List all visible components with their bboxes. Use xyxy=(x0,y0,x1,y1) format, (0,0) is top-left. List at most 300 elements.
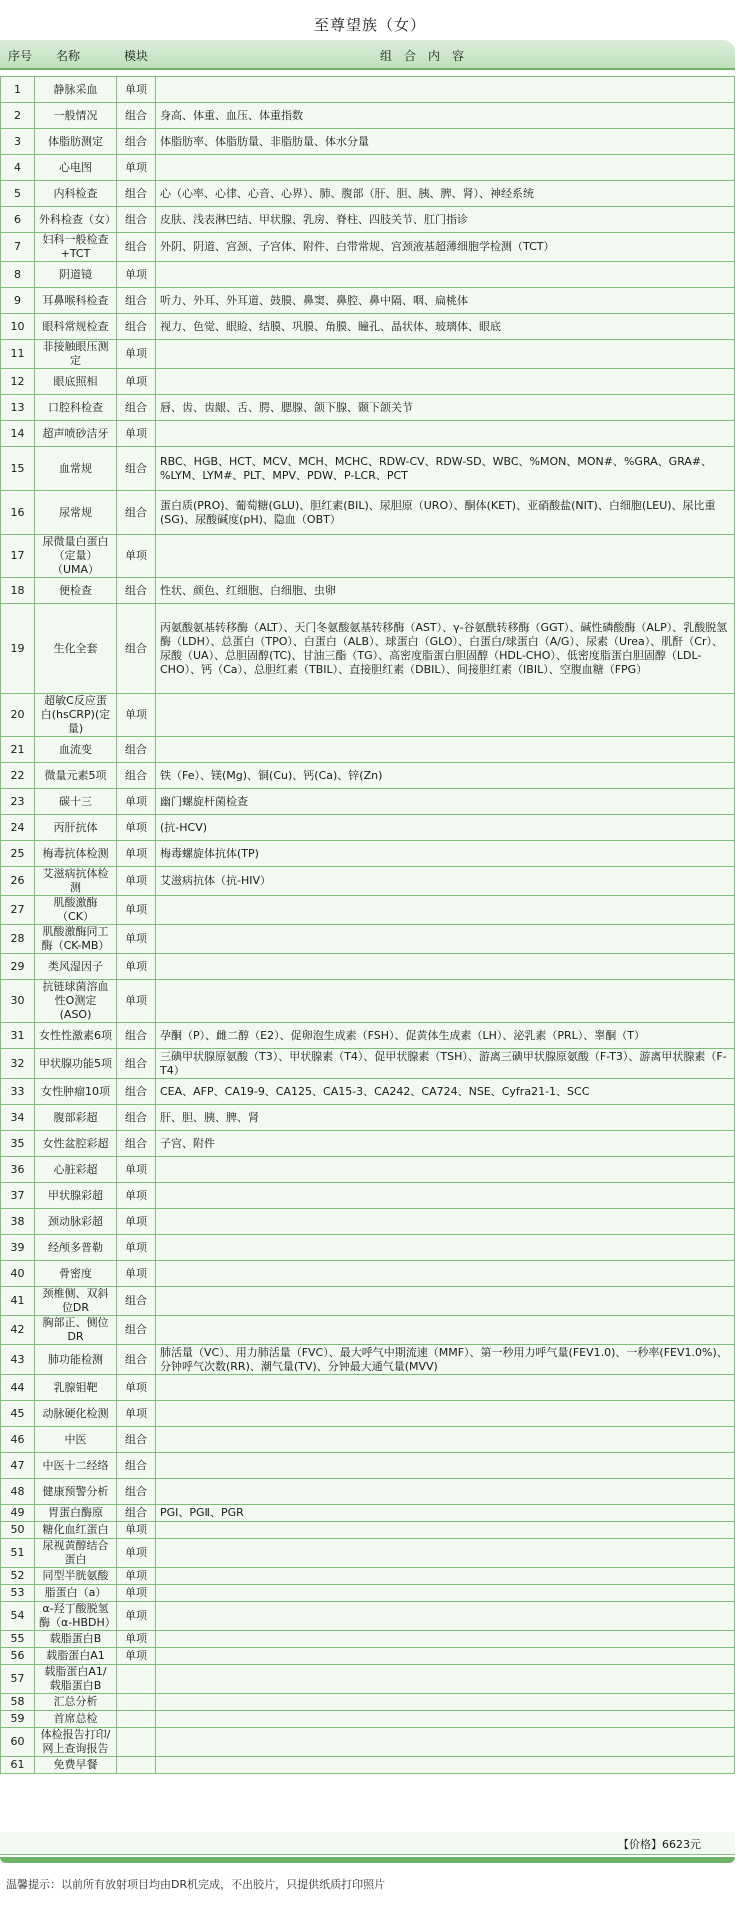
item-content xyxy=(156,535,735,578)
item-name: 尿微量白蛋白（定量）（UMA） xyxy=(35,535,117,578)
item-number: 20 xyxy=(1,694,35,737)
item-name: 经颅多普勒 xyxy=(35,1235,117,1261)
item-name: 血常规 xyxy=(35,447,117,491)
item-name: 心脏彩超 xyxy=(35,1157,117,1183)
item-name: 中医 xyxy=(35,1427,117,1453)
table-row xyxy=(1,491,735,535)
item-module: 单项 xyxy=(117,896,156,925)
item-module: 单项 xyxy=(117,789,156,815)
item-name: 静脉采血 xyxy=(35,77,117,103)
item-number: 54 xyxy=(1,1602,35,1631)
item-content xyxy=(156,1757,735,1774)
item-name: 眼科常规检查 xyxy=(35,314,117,340)
item-name: 阴道镜 xyxy=(35,262,117,288)
item-module: 单项 xyxy=(117,1261,156,1287)
item-name: 抗链球菌溶血性O测定(ASO) xyxy=(35,980,117,1023)
item-module: 组合 xyxy=(117,1345,156,1375)
item-name: 甲状腺彩超 xyxy=(35,1183,117,1209)
table-row xyxy=(1,789,735,815)
item-content: CEA、AFP、CA19-9、CA125、CA15-3、CA242、CA724、NSE、Cyfra21-1、SCC xyxy=(156,1079,735,1105)
item-content: 丙氨酸氨基转移酶（ALT）、天门冬氨酸氨基转移酶（AST）、γ-谷氨酰转移酶（GGT）、碱性磷酸酶（ALP）、乳酸脱氢酶（LDH）、总蛋白（TPO）、白蛋白（ALB）、球蛋白（GLO）、白蛋白/球蛋白（A/G）、尿素（Urea）、肌酐（Cr）、尿酸（UA）、总胆固醇(TC)、甘油三酯（TG）、高密度脂蛋白胆固醇（HDL-CHO）、低密度脂蛋白胆固醇（LDL-CHO）、钙（Ca）、总胆红素（TBIL）、直接胆红素（DBIL）、间接胆红素（IBIL）、空腹血糖（FPG） xyxy=(156,604,735,694)
item-module: 组合 xyxy=(117,1316,156,1345)
item-name: 妇科一般检查+TCT xyxy=(35,233,117,262)
item-number: 43 xyxy=(1,1345,35,1375)
footer-note: 温馨提示：以前所有放射项目均由DR机完成，不出胶片，只提供纸质打印照片 xyxy=(6,1878,386,1891)
item-name: 尿视黄醇结合蛋白 xyxy=(35,1539,117,1568)
item-module: 单项 xyxy=(117,1648,156,1665)
item-name: 骨密度 xyxy=(35,1261,117,1287)
item-number: 10 xyxy=(1,314,35,340)
table-row xyxy=(1,1157,735,1183)
item-content: 皮肤、浅表淋巴结、甲状腺、乳房、脊柱、四肢关节、肛门指诊 xyxy=(156,207,735,233)
item-module: 单项 xyxy=(117,980,156,1023)
item-name: 体检报告打印/网上查询报告 xyxy=(35,1728,117,1757)
item-content xyxy=(156,954,735,980)
item-content xyxy=(156,896,735,925)
item-module: 单项 xyxy=(117,925,156,954)
item-number: 7 xyxy=(1,233,35,262)
item-content xyxy=(156,980,735,1023)
item-content xyxy=(156,1287,735,1316)
price-bar xyxy=(0,1832,735,1855)
item-content: RBC、HGB、HCT、MCV、MCH、MCHC、RDW-CV、RDW-SD、WBC、%MON、MON#、%GRA、GRA#、%LYM、LYM#、PLT、MPV、PDW、P-LCR、PCT xyxy=(156,447,735,491)
table-row xyxy=(1,1505,735,1522)
item-content xyxy=(156,1183,735,1209)
item-module: 组合 xyxy=(117,447,156,491)
item-name: 糖化血红蛋白 xyxy=(35,1522,117,1539)
item-name: 甲状腺功能5项 xyxy=(35,1049,117,1079)
item-number: 47 xyxy=(1,1453,35,1479)
item-module: 单项 xyxy=(117,1375,156,1401)
item-content: 梅毒螺旋体抗体(TP) xyxy=(156,841,735,867)
table-row xyxy=(1,815,735,841)
item-module: 组合 xyxy=(117,207,156,233)
table-row xyxy=(1,1375,735,1401)
item-number: 13 xyxy=(1,395,35,421)
item-content: 视力、色觉、眼睑、结膜、巩膜、角膜、瞳孔、晶状体、玻璃体、眼底 xyxy=(156,314,735,340)
item-module: 组合 xyxy=(117,1453,156,1479)
item-module: 单项 xyxy=(117,535,156,578)
item-module: 组合 xyxy=(117,1479,156,1505)
item-number: 44 xyxy=(1,1375,35,1401)
item-module: 单项 xyxy=(117,1539,156,1568)
item-name: 免费早餐 xyxy=(35,1757,117,1774)
item-module: 单项 xyxy=(117,369,156,395)
item-module: 组合 xyxy=(117,1049,156,1079)
table-row xyxy=(1,867,735,896)
item-name: 动脉硬化检测 xyxy=(35,1401,117,1427)
item-module xyxy=(117,1665,156,1694)
item-number: 29 xyxy=(1,954,35,980)
item-module: 单项 xyxy=(117,1235,156,1261)
item-name: 艾滋病抗体检测 xyxy=(35,867,117,896)
item-module: 单项 xyxy=(117,1631,156,1648)
item-content xyxy=(156,1316,735,1345)
table-row xyxy=(1,980,735,1023)
item-content xyxy=(156,925,735,954)
item-content xyxy=(156,1602,735,1631)
item-content: 肝、胆、胰、脾、肾 xyxy=(156,1105,735,1131)
item-content xyxy=(156,1235,735,1261)
item-name: 超敏C反应蛋白(hsCRP)(定量) xyxy=(35,694,117,737)
item-module: 单项 xyxy=(117,1602,156,1631)
item-number: 6 xyxy=(1,207,35,233)
item-number: 37 xyxy=(1,1183,35,1209)
item-number: 38 xyxy=(1,1209,35,1235)
item-name: 肺功能检测 xyxy=(35,1345,117,1375)
item-module: 组合 xyxy=(117,1105,156,1131)
item-module: 组合 xyxy=(117,491,156,535)
item-content: 三碘甲状腺原氨酸（T3）、甲状腺素（T4）、促甲状腺素（TSH）、游离三碘甲状腺原氨酸（F-T3）、游离甲状腺素（F-T4） xyxy=(156,1049,735,1079)
table-row xyxy=(1,1453,735,1479)
item-module: 组合 xyxy=(117,763,156,789)
item-content: 唇、齿、齿龈、舌、腭、腮腺、颌下腺、颞下颌关节 xyxy=(156,395,735,421)
item-number: 14 xyxy=(1,421,35,447)
item-module xyxy=(117,1757,156,1774)
item-content: PGⅠ、PGⅡ、PGR xyxy=(156,1505,735,1522)
item-module: 单项 xyxy=(117,1568,156,1585)
item-content: 体脂肪率、体脂肪量、非脂肪量、体水分量 xyxy=(156,129,735,155)
table-row xyxy=(1,1131,735,1157)
item-module: 组合 xyxy=(117,1023,156,1049)
item-content xyxy=(156,340,735,369)
item-number: 24 xyxy=(1,815,35,841)
table-row xyxy=(1,578,735,604)
item-content xyxy=(156,1648,735,1665)
item-number: 21 xyxy=(1,737,35,763)
item-name: 一般情况 xyxy=(35,103,117,129)
item-name: 颈动脉彩超 xyxy=(35,1209,117,1235)
table-row xyxy=(1,233,735,262)
item-name: 梅毒抗体检测 xyxy=(35,841,117,867)
item-content: 蛋白质(PRO)、葡萄糖(GLU)、胆红素(BIL)、尿胆原（URO）、酮体(KET)、亚硝酸盐(NIT)、白细胞(LEU)、尿比重(SG)、尿酸碱度(pH)、隐血（OBT） xyxy=(156,491,735,535)
table-row xyxy=(1,1261,735,1287)
item-number: 17 xyxy=(1,535,35,578)
item-number: 9 xyxy=(1,288,35,314)
item-number: 36 xyxy=(1,1157,35,1183)
item-module: 单项 xyxy=(117,155,156,181)
table-row xyxy=(1,1522,735,1539)
item-number: 53 xyxy=(1,1585,35,1602)
item-module: 组合 xyxy=(117,604,156,694)
item-number: 55 xyxy=(1,1631,35,1648)
item-number: 57 xyxy=(1,1665,35,1694)
table-row xyxy=(1,1023,735,1049)
item-number: 59 xyxy=(1,1711,35,1728)
table-row xyxy=(1,1049,735,1079)
item-number: 60 xyxy=(1,1728,35,1757)
table-row xyxy=(1,1631,735,1648)
table-row xyxy=(1,1665,735,1694)
table-row xyxy=(1,447,735,491)
price-value: 6623元 xyxy=(662,1838,701,1851)
table-row xyxy=(1,1479,735,1505)
item-content: 听力、外耳、外耳道、鼓膜、鼻窦、鼻腔、鼻中隔、咽、扁桃体 xyxy=(156,288,735,314)
table-row xyxy=(1,421,735,447)
item-content: 艾滋病抗体（抗-HIV） xyxy=(156,867,735,896)
item-module: 组合 xyxy=(117,578,156,604)
item-content xyxy=(156,1157,735,1183)
item-content: 肺活量（VC）、用力肺活量（FVC）、最大呼气中期流速（MMF）、第一秒用力呼气量(FEV1.0)、一秒率(FEV1.0%)、分钟呼气次数(RR)、潮气量(TV)、分钟最大通气量(MVV) xyxy=(156,1345,735,1375)
item-name: 肌酸激酶同工酶（CK-MB） xyxy=(35,925,117,954)
item-content xyxy=(156,1568,735,1585)
item-number: 12 xyxy=(1,369,35,395)
table-row xyxy=(1,369,735,395)
item-number: 28 xyxy=(1,925,35,954)
item-module: 组合 xyxy=(117,1505,156,1522)
item-number: 46 xyxy=(1,1427,35,1453)
item-module: 单项 xyxy=(117,421,156,447)
table-row xyxy=(1,1287,735,1316)
item-name: 眼底照相 xyxy=(35,369,117,395)
header-name: 名称 xyxy=(56,49,81,63)
item-content: 铁（Fe）、镁(Mg)、铜(Cu)、钙(Ca)、锌(Zn) xyxy=(156,763,735,789)
item-module: 单项 xyxy=(117,867,156,896)
item-name: 颈椎侧、双斜位DR xyxy=(35,1287,117,1316)
table-row xyxy=(1,1602,735,1631)
item-number: 58 xyxy=(1,1694,35,1711)
table-header xyxy=(0,40,735,70)
item-number: 48 xyxy=(1,1479,35,1505)
item-content xyxy=(156,1375,735,1401)
item-number: 8 xyxy=(1,262,35,288)
table-row xyxy=(1,155,735,181)
item-module: 组合 xyxy=(117,1287,156,1316)
item-module: 组合 xyxy=(117,129,156,155)
table-row xyxy=(1,1711,735,1728)
table-row xyxy=(1,1694,735,1711)
item-module: 单项 xyxy=(117,954,156,980)
item-content xyxy=(156,1479,735,1505)
item-content xyxy=(156,1585,735,1602)
item-number: 33 xyxy=(1,1079,35,1105)
item-number: 16 xyxy=(1,491,35,535)
table-row xyxy=(1,604,735,694)
item-name: 乳腺钼靶 xyxy=(35,1375,117,1401)
item-number: 11 xyxy=(1,340,35,369)
page-title: 至尊望族（女） xyxy=(313,16,426,34)
table-row xyxy=(1,1427,735,1453)
item-module: 组合 xyxy=(117,103,156,129)
item-module: 组合 xyxy=(117,1131,156,1157)
item-name: 女性盆腔彩超 xyxy=(35,1131,117,1157)
item-number: 51 xyxy=(1,1539,35,1568)
item-module: 单项 xyxy=(117,1157,156,1183)
item-number: 4 xyxy=(1,155,35,181)
item-content: 孕酮（P）、雌二醇（E2）、促卵泡生成素（FSH）、促黄体生成素（LH）、泌乳素（PRL）、睾酮（T） xyxy=(156,1023,735,1049)
item-name: 中医十二经络 xyxy=(35,1453,117,1479)
table-row xyxy=(1,737,735,763)
item-content xyxy=(156,77,735,103)
item-number: 26 xyxy=(1,867,35,896)
table-row xyxy=(1,1183,735,1209)
item-name: 载脂蛋白B xyxy=(35,1631,117,1648)
item-number: 34 xyxy=(1,1105,35,1131)
item-number: 40 xyxy=(1,1261,35,1287)
item-name: 丙肝抗体 xyxy=(35,815,117,841)
item-content xyxy=(156,694,735,737)
table-row xyxy=(1,1316,735,1345)
item-module: 组合 xyxy=(117,314,156,340)
item-content xyxy=(156,737,735,763)
item-module: 单项 xyxy=(117,841,156,867)
item-name: 肌酸激酶（CK） xyxy=(35,896,117,925)
item-number: 19 xyxy=(1,604,35,694)
item-content xyxy=(156,1711,735,1728)
table-row xyxy=(1,1235,735,1261)
item-number: 5 xyxy=(1,181,35,207)
item-name: 女性性激素6项 xyxy=(35,1023,117,1049)
table-row xyxy=(1,207,735,233)
table-row xyxy=(1,694,735,737)
item-number: 42 xyxy=(1,1316,35,1345)
table-row xyxy=(1,896,735,925)
item-name: 生化全套 xyxy=(35,604,117,694)
item-content xyxy=(156,1539,735,1568)
item-number: 56 xyxy=(1,1648,35,1665)
item-content xyxy=(156,155,735,181)
table-row xyxy=(1,314,735,340)
item-name: 类风湿因子 xyxy=(35,954,117,980)
item-number: 41 xyxy=(1,1287,35,1316)
table-row xyxy=(1,1585,735,1602)
item-content: (抗-HCV) xyxy=(156,815,735,841)
item-content xyxy=(156,262,735,288)
item-content xyxy=(156,1631,735,1648)
item-name: 同型半胱氨酸 xyxy=(35,1568,117,1585)
item-module: 组合 xyxy=(117,1427,156,1453)
item-content xyxy=(156,1401,735,1427)
item-module: 单项 xyxy=(117,1401,156,1427)
item-name: 首席总检 xyxy=(35,1711,117,1728)
items-table xyxy=(0,76,735,1774)
table-row xyxy=(1,1728,735,1757)
bottom-divider xyxy=(0,1857,735,1863)
item-module: 单项 xyxy=(117,340,156,369)
table-row xyxy=(1,535,735,578)
item-number: 3 xyxy=(1,129,35,155)
item-name: 心电图 xyxy=(35,155,117,181)
table-row xyxy=(1,763,735,789)
item-number: 2 xyxy=(1,103,35,129)
item-name: 碳十三 xyxy=(35,789,117,815)
item-name: 内科检查 xyxy=(35,181,117,207)
item-module xyxy=(117,1711,156,1728)
header-content: 组 合 内 容 xyxy=(380,49,465,63)
item-name: 汇总分析 xyxy=(35,1694,117,1711)
header-no: 序号 xyxy=(8,49,33,63)
table-row xyxy=(1,1568,735,1585)
item-number: 22 xyxy=(1,763,35,789)
item-name: 健康预警分析 xyxy=(35,1479,117,1505)
item-number: 45 xyxy=(1,1401,35,1427)
item-module xyxy=(117,1728,156,1757)
item-module: 单项 xyxy=(117,77,156,103)
item-name: 血流变 xyxy=(35,737,117,763)
table-row xyxy=(1,1757,735,1774)
item-content xyxy=(156,1694,735,1711)
item-module: 单项 xyxy=(117,1585,156,1602)
table-row xyxy=(1,954,735,980)
item-number: 30 xyxy=(1,980,35,1023)
table-row xyxy=(1,395,735,421)
item-number: 31 xyxy=(1,1023,35,1049)
item-name: 载脂蛋白A1/载脂蛋白B xyxy=(35,1665,117,1694)
item-number: 32 xyxy=(1,1049,35,1079)
item-content xyxy=(156,1522,735,1539)
item-content: 身高、体重、血压、体重指数 xyxy=(156,103,735,129)
table-row xyxy=(1,103,735,129)
table-row xyxy=(1,1105,735,1131)
item-content: 性状、颜色、红细胞、白细胞、虫卵 xyxy=(156,578,735,604)
item-number: 27 xyxy=(1,896,35,925)
item-content xyxy=(156,1209,735,1235)
item-module: 单项 xyxy=(117,1183,156,1209)
item-content xyxy=(156,1427,735,1453)
item-name: 超声喷砂洁牙 xyxy=(35,421,117,447)
item-content xyxy=(156,1665,735,1694)
item-number: 23 xyxy=(1,789,35,815)
table-row xyxy=(1,841,735,867)
table-row xyxy=(1,1648,735,1665)
header-module: 模块 xyxy=(124,49,149,63)
item-name: 非接触眼压测定 xyxy=(35,340,117,369)
table-row xyxy=(1,1539,735,1568)
table-row xyxy=(1,1345,735,1375)
table-row xyxy=(1,288,735,314)
table-row xyxy=(1,1209,735,1235)
item-content: 幽门螺旋杆菌检查 xyxy=(156,789,735,815)
item-name: 微量元素5项 xyxy=(35,763,117,789)
item-number: 52 xyxy=(1,1568,35,1585)
table-row xyxy=(1,1401,735,1427)
item-content xyxy=(156,421,735,447)
table-row xyxy=(1,129,735,155)
item-number: 50 xyxy=(1,1522,35,1539)
item-content xyxy=(156,1728,735,1757)
item-name: 脂蛋白（a） xyxy=(35,1585,117,1602)
item-number: 61 xyxy=(1,1757,35,1774)
item-content xyxy=(156,369,735,395)
item-name: 体脂肪测定 xyxy=(35,129,117,155)
item-module: 组合 xyxy=(117,1079,156,1105)
item-name: 耳鼻喉科检查 xyxy=(35,288,117,314)
item-name: 口腔科检查 xyxy=(35,395,117,421)
item-module: 组合 xyxy=(117,737,156,763)
item-name: α-羟丁酸脱氢酶（α-HBDH） xyxy=(35,1602,117,1631)
table-row xyxy=(1,77,735,103)
item-module: 单项 xyxy=(117,1209,156,1235)
item-module: 组合 xyxy=(117,395,156,421)
table-row xyxy=(1,181,735,207)
price-label: 【价格】 xyxy=(618,1838,662,1851)
table-row xyxy=(1,925,735,954)
item-module: 单项 xyxy=(117,1522,156,1539)
item-name: 载脂蛋白A1 xyxy=(35,1648,117,1665)
table-row xyxy=(1,262,735,288)
item-name: 女性肿瘤10项 xyxy=(35,1079,117,1105)
item-name: 尿常规 xyxy=(35,491,117,535)
item-content: 外阴、阴道、宫颈、子宫体、附件、白带常规、宫颈液基超薄细胞学检测（TCT） xyxy=(156,233,735,262)
item-module: 单项 xyxy=(117,815,156,841)
item-number: 25 xyxy=(1,841,35,867)
item-name: 外科检查（女） xyxy=(35,207,117,233)
item-number: 49 xyxy=(1,1505,35,1522)
item-name: 胸部正、侧位DR xyxy=(35,1316,117,1345)
item-module: 组合 xyxy=(117,288,156,314)
item-module: 单项 xyxy=(117,694,156,737)
item-content: 子宫、附件 xyxy=(156,1131,735,1157)
